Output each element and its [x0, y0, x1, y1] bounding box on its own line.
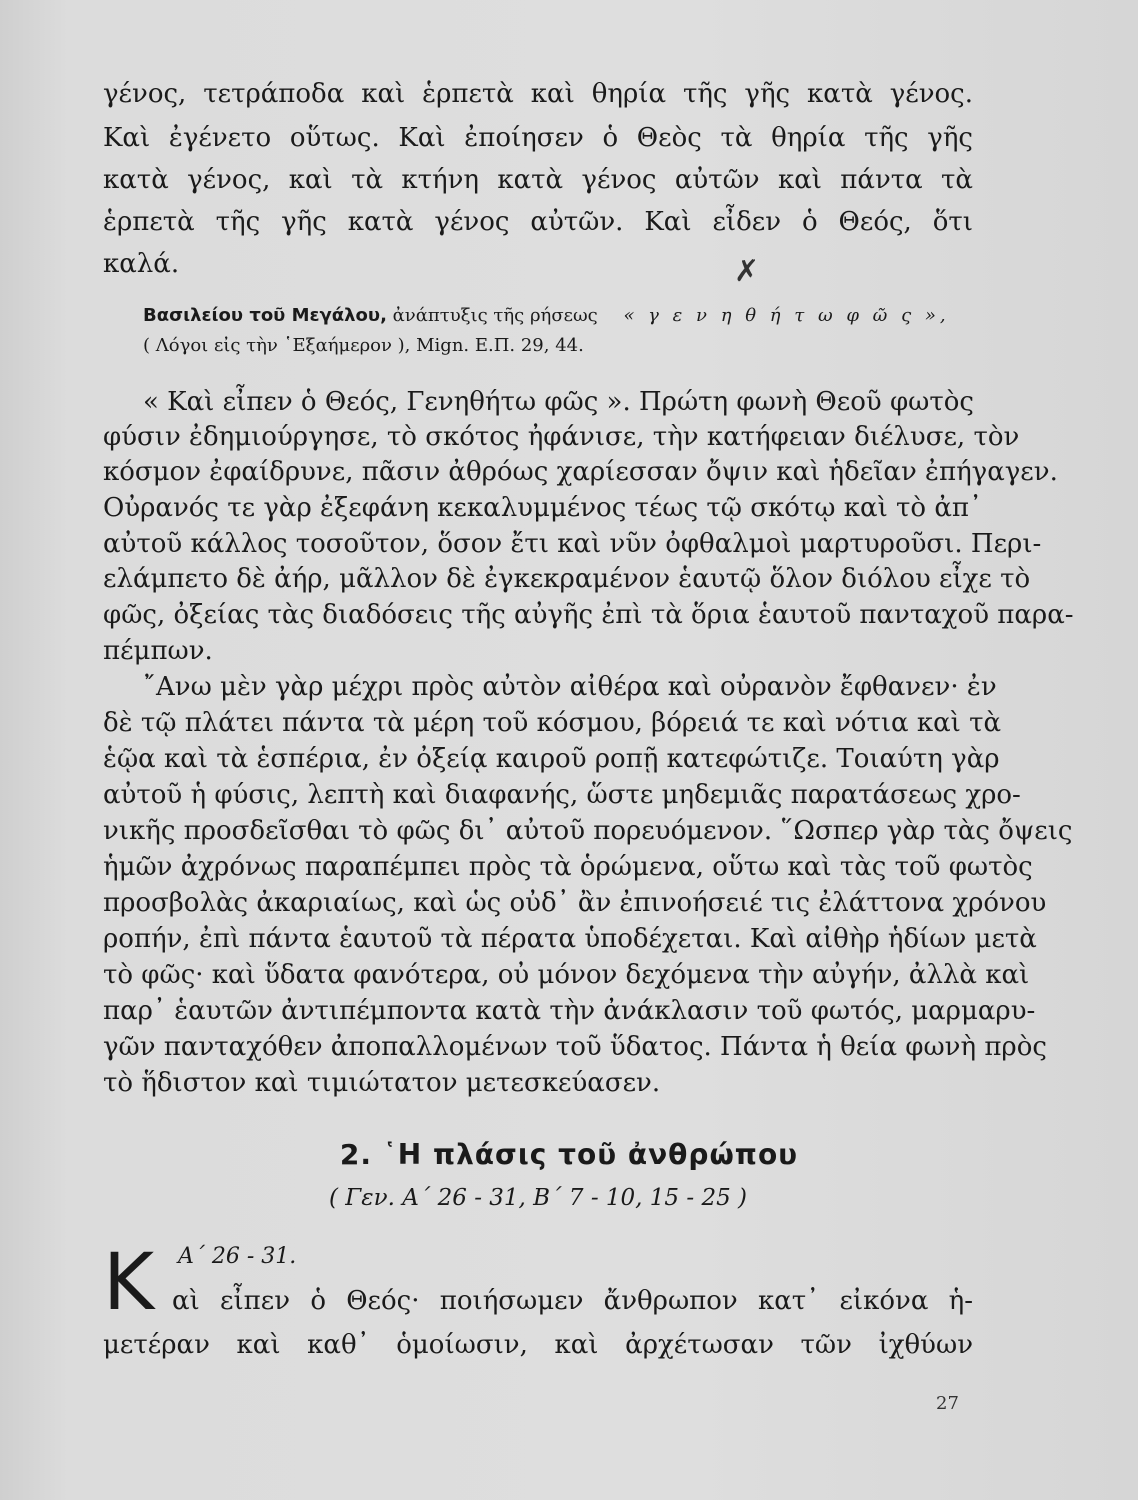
text-line: κόσμον ἐφαίδρυνε, πᾶσιν ἀθρόως χαρίεσσαν ὄψιν καὶ ἡδεῖαν ἐπήγαγεν. — [103, 457, 1058, 487]
text-line: νικῆς προσδεῖσθαι τὸ φῶς δι᾽ αὐτοῦ πορευόμενον. ῞Ωσπερ γὰρ τὰς ὄψεις — [103, 816, 1073, 846]
text-line: πέμπων. — [103, 636, 213, 666]
text-line: γῶν πανταχόθεν ἀποπαλλομένων τοῦ ὕδατος. Πάντα ἡ θεία φωνὴ πρὸς — [103, 1032, 1047, 1062]
text-line: ἡμῶν ἀχρόνως παραπέμπει πρὸς τὰ ὁρώμενα, οὕτω καὶ τὰς τοῦ φωτὸς — [103, 852, 1033, 882]
text-line: Καὶ ἐγένετο οὕτως. Καὶ ἐποίησεν ὁ Θεὸς τὰ θηρία τῆς γῆς — [103, 123, 973, 153]
text-line: φῶς, ὀξείας τὰς διαδόσεις τῆς αὐγῆς ἐπὶ τὰ ὅρια ἑαυτοῦ πανταχοῦ παρα- — [103, 600, 1074, 630]
text-line: προσβολὰς ἀκαριαίως, καὶ ὡς οὐδ᾽ ἂν ἐπινοήσειέ τις ἐλάττονα χρόνου — [103, 888, 1047, 918]
text-line: ελάμπετο δὲ ἀήρ, μᾶλλον δὲ ἐγκεκραμένον ἑαυτῷ ὅλον διόλου εἶχε τὸ — [103, 564, 1031, 594]
text-line: ἑρπετὰ τῆς γῆς κατὰ γένος αὐτῶν. Καὶ εἶδεν ὁ Θεός, ὅτι — [103, 207, 973, 237]
drop-cap: Κ — [103, 1238, 155, 1328]
text-line: Οὐρανός τε γὰρ ἐξεφάνη κεκαλυμμένος τέως τῷ σκότῳ καὶ τὸ ἀπ᾽ — [103, 493, 982, 523]
text-line: μετέραν καὶ καθ᾽ ὁμοίωσιν, καὶ ἀρχέτωσαν τῶν ἰχθύων — [103, 1330, 973, 1360]
text-line: τὸ φῶς· καὶ ὕδατα φανότερα, οὐ μόνον δεχόμενα τὴν αὐγήν, ἀλλὰ καὶ — [103, 960, 1030, 990]
text-line: ἑῷα καὶ τὰ ἑσπέρια, ἐν ὀξείᾳ καιροῦ ροπῇ κατεφώτιζε. Τοιαύτη γὰρ — [103, 744, 1000, 774]
text-line: τὸ ἥδιστον καὶ τιμιώτατον μετεσκεύασεν. — [103, 1068, 661, 1098]
text-line: φύσιν ἐδημιούργησε, τὸ σκότος ἠφάνισε, τὴν κατήφειαν διέλυσε, τὸν — [103, 422, 1020, 452]
text-line: γένος, τετράποδα καὶ ἑρπετὰ καὶ θηρία τῆς γῆς κατὰ γένος. — [103, 79, 973, 109]
citation-author: Βασιλείου τοῦ Μεγάλου, — [143, 305, 387, 326]
text-line: παρ᾽ ἑαυτῶν ἀντιπέμποντα κατὰ τὴν ἀνάκλασιν τοῦ φωτός, μαρμαρυ- — [103, 996, 1036, 1026]
text-line: αὶ εἶπεν ὁ Θεός· ποιήσωμεν ἄνθρωπον κατ᾽ εἰκόνα ἡ- — [172, 1286, 973, 1316]
page-number: 27 — [936, 1393, 959, 1414]
text-line: δὲ τῷ πλάτει πάντα τὰ μέρη τοῦ κόσμου, βόρειά τε καὶ νότια καὶ τὰ — [103, 708, 1002, 738]
text-line: καλά. — [103, 249, 180, 279]
text-line: αὐτοῦ κάλλος τοσοῦτον, ὅσον ἔτι καὶ νῦν ὀφθαλμοὶ μαρτυροῦσι. Περι- — [103, 529, 1042, 559]
citation-work: ἀνάπτυξις τῆς ρήσεως — [392, 305, 598, 326]
chapter-reference: Α΄ 26 - 31. — [178, 1244, 297, 1269]
text-line: ροπήν, ἐπὶ πάντα ἑαυτοῦ τὰ πέρατα ὑποδέχεται. Καὶ αἰθὴρ ἡδίων μετὰ — [103, 924, 1037, 954]
text-line: « Καὶ εἶπεν ὁ Θεός, Γενηθήτω φῶς ». Πρώτη φωνὴ Θεοῦ φωτὸς — [143, 387, 974, 417]
handwritten-check-mark: ✗ — [734, 254, 760, 289]
section-title: 2. ῾Η πλάσις τοῦ ἀνθρώπου — [339, 1138, 799, 1171]
citation-line-2: ( Λόγοι εἰς τὴν ῾Εξαήμερον ), Mign. Ε.Π. 29, 44. — [143, 335, 584, 356]
section-subtitle: ( Γεν. Α΄ 26 - 31, Β΄ 7 - 10, 15 - 25 ) — [329, 1185, 747, 1211]
text-line: αὐτοῦ ἡ φύσις, λεπτὴ καὶ διαφανής, ὥστε μηδεμιᾶς παρατάσεως χρο- — [103, 780, 1021, 810]
citation-quote: « γ ε ν η θ ή τ ω φ ῶ ς », — [623, 305, 950, 326]
text-line: ῎Ανω μὲν γὰρ μέχρι πρὸς αὐτὸν αἰθέρα καὶ οὐρανὸν ἔφθανεν· ἐν — [143, 672, 997, 702]
citation-line-1 — [143, 303, 973, 329]
text-line: κατὰ γένος, καὶ τὰ κτήνη κατὰ γένος αὐτῶν καὶ πάντα τὰ — [103, 165, 973, 195]
